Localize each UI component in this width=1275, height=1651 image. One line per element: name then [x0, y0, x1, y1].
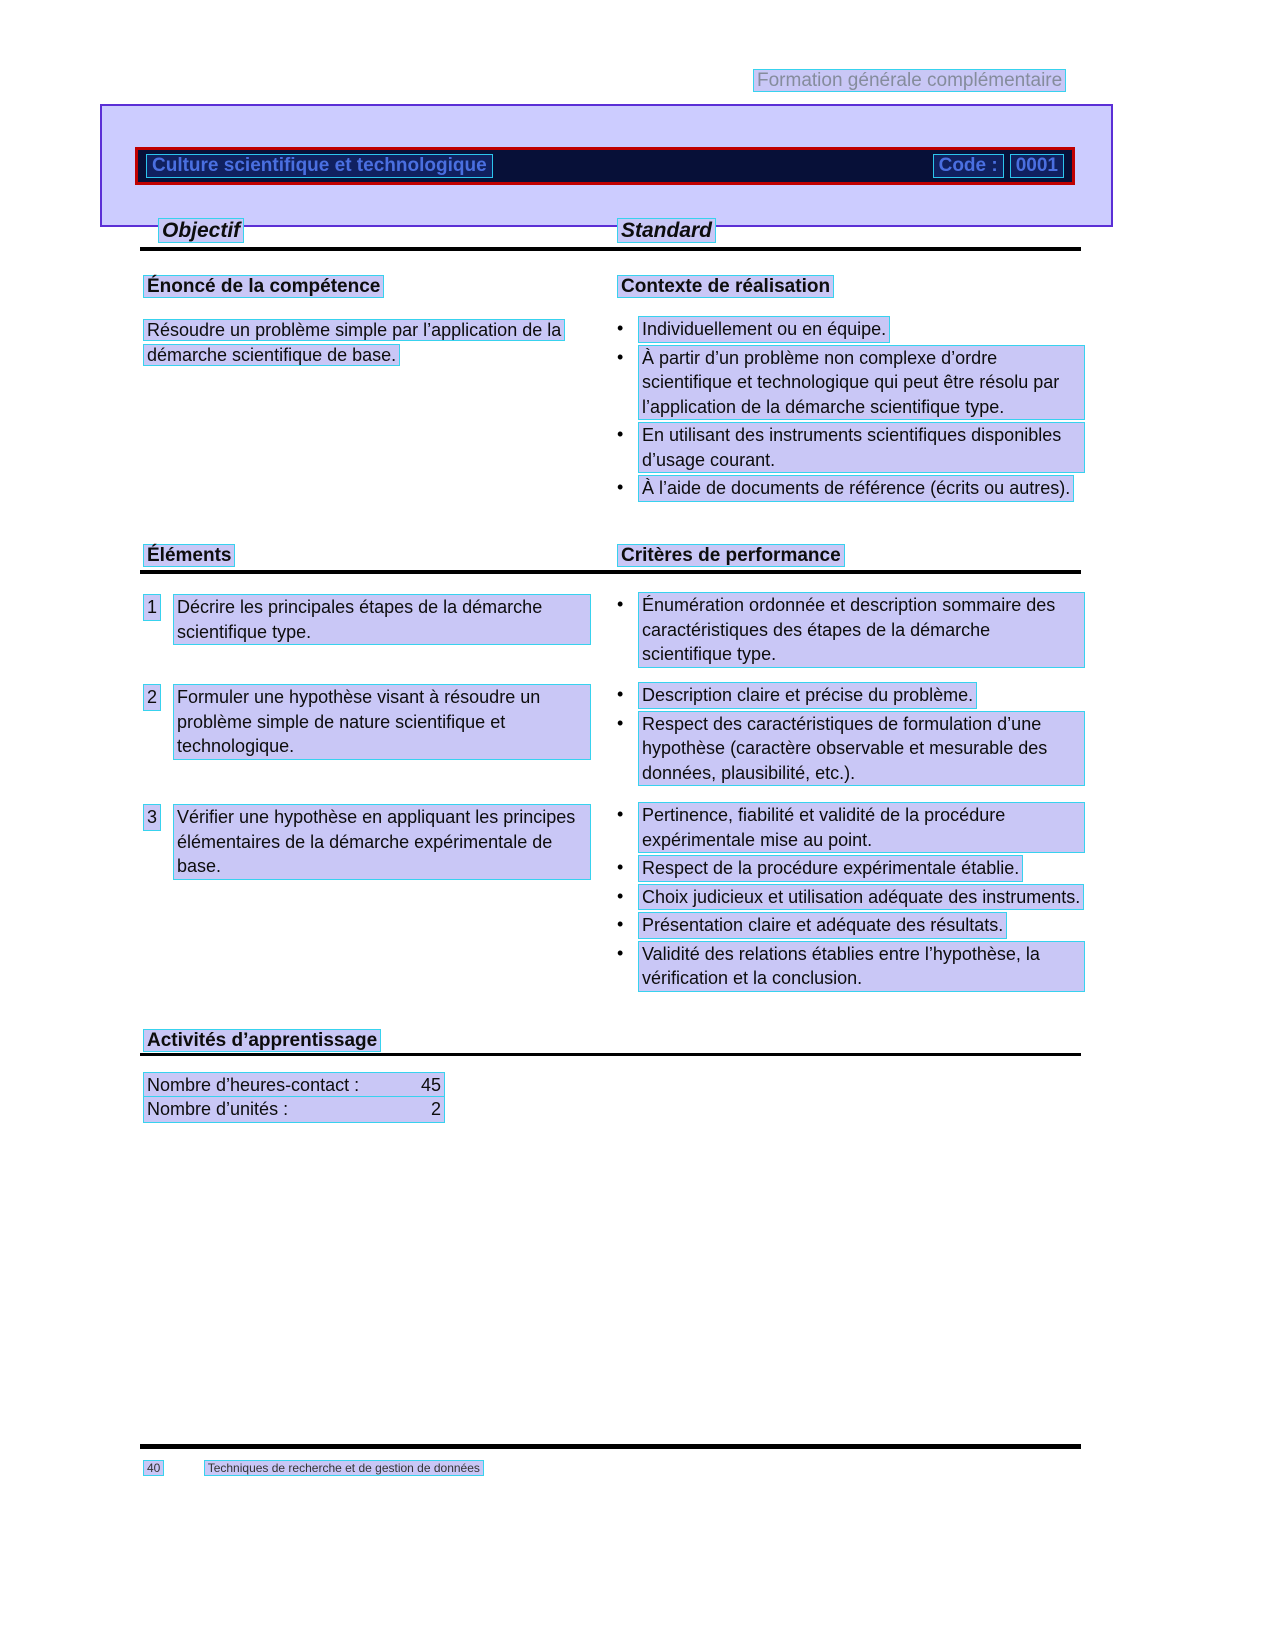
objectif-column-header [143, 218, 591, 243]
list-item [617, 345, 1085, 421]
course-title-bar [135, 147, 1075, 185]
list-item [617, 711, 1085, 787]
criterion-text: Validité des relations établies entre l’hypothèse, la vérification et la conclusion. [638, 941, 1085, 992]
criterion-text: Choix judicieux et utilisation adéquate des instruments. [638, 884, 1084, 911]
list-item [617, 941, 1085, 992]
criteria-header-label: Critères de performance [617, 544, 845, 567]
standard-column-header [617, 218, 1085, 243]
bullet-icon: • [617, 594, 624, 614]
list-item [617, 592, 1085, 668]
context-bullet-text: En utilisant des instruments scientifiques disponibles d’usage courant. [638, 422, 1085, 473]
list-item [617, 316, 1085, 343]
element-item-1 [143, 594, 591, 645]
criterion-text: Respect de la procédure expérimentale établie. [638, 855, 1023, 882]
divider-objectif-standard [140, 247, 1081, 251]
criterion-text: Respect des caractéristiques de formulation d’une hypothèse (caractère observable et mesurable des données, plausibilité, etc.). [638, 711, 1085, 787]
criterion-text: Présentation claire et adéquate des résultats. [638, 912, 1007, 939]
context-bullet-text: À partir d’un problème non complexe d’ordre scientifique et technologique qui peut être résolu par l’application de la démarche scientifique type. [638, 345, 1085, 421]
course-title: Culture scientifique et technologique [146, 154, 493, 178]
element-item-3 [143, 804, 591, 880]
criterion-text: Énumération ordonnée et description sommaire des caractéristiques des étapes de la démarche scientifique type. [638, 592, 1085, 668]
activities-header [143, 1028, 381, 1053]
competence-statement-text: Résoudre un problème simple par l’application de la démarche scientifique de base. [143, 319, 565, 366]
bullet-icon: • [617, 477, 624, 497]
element-text: Formuler une hypothèse visant à résoudre un problème simple de nature scientifique et technologique. [173, 684, 591, 760]
divider-elements [140, 570, 1081, 574]
context-header-label: Contexte de réalisation [617, 275, 834, 298]
element-item-2 [143, 684, 591, 760]
course-code-value: 0001 [1010, 154, 1064, 178]
hours-contact-line [143, 1072, 445, 1099]
criteria-list-2 [617, 682, 1085, 788]
units-row [143, 1096, 445, 1123]
criteria-list-1 [617, 592, 1085, 670]
bullet-icon: • [617, 712, 624, 733]
list-item [617, 884, 1085, 911]
standard-label: Standard [617, 218, 716, 243]
criteria-header [617, 543, 1085, 568]
bullet-icon: • [617, 424, 624, 444]
list-item [617, 912, 1085, 939]
criterion-text: Pertinence, fiabilité et validité de la procédure expérimentale mise au point. [638, 802, 1085, 853]
bullet-icon: • [617, 804, 624, 824]
competence-header-label: Énoncé de la compétence [143, 275, 384, 298]
element-number: 1 [143, 594, 161, 621]
context-bullet-text: À l’aide de documents de référence (écrits ou autres). [638, 475, 1074, 502]
header-right [753, 70, 1066, 92]
context-bullet-list [617, 316, 1085, 504]
footer [143, 1461, 484, 1475]
competence-header [143, 274, 591, 299]
list-item [617, 422, 1085, 473]
element-text: Vérifier une hypothèse en appliquant les principes élémentaires de la démarche expérimentale de base. [173, 804, 591, 880]
activities-header-label: Activités d’apprentissage [143, 1029, 381, 1052]
list-item [617, 475, 1085, 502]
footer-rule [140, 1444, 1081, 1449]
bullet-icon: • [617, 914, 624, 934]
course-code [933, 154, 1064, 178]
elements-header [143, 543, 591, 568]
context-header [617, 274, 1085, 299]
hours-contact-row [143, 1072, 445, 1099]
hours-contact-value: 45 [420, 1075, 441, 1095]
bullet-icon: • [617, 942, 624, 963]
element-number: 2 [143, 684, 161, 711]
bullet-icon: • [617, 857, 624, 877]
list-item [617, 855, 1085, 882]
list-item [617, 682, 1085, 709]
course-box [100, 104, 1113, 227]
units-value: 2 [430, 1099, 441, 1119]
criteria-list-3 [617, 802, 1085, 994]
divider-activities [140, 1053, 1081, 1056]
bullet-icon: • [617, 885, 624, 906]
element-text: Décrire les principales étapes de la démarche scientifique type. [173, 594, 591, 645]
list-item [617, 802, 1085, 853]
bullet-icon: • [617, 346, 624, 367]
element-number: 3 [143, 804, 161, 831]
footer-text: Techniques de recherche et de gestion de données [204, 1460, 484, 1476]
units-line [143, 1096, 445, 1123]
course-code-label: Code : [933, 154, 1004, 178]
competence-statement [143, 318, 591, 367]
criterion-text: Description claire et précise du problème. [638, 682, 977, 709]
objectif-label: Objectif [158, 218, 244, 243]
bullet-icon: • [617, 318, 624, 338]
context-bullet-text: Individuellement ou en équipe. [638, 316, 890, 343]
footer-page-number: 40 [143, 1460, 164, 1476]
hours-contact-label: Nombre d’heures-contact : [147, 1075, 360, 1095]
elements-header-label: Éléments [143, 544, 235, 567]
units-label: Nombre d’unités : [147, 1099, 289, 1119]
bullet-icon: • [617, 684, 624, 704]
header-right-label: Formation générale complémentaire [753, 69, 1066, 92]
